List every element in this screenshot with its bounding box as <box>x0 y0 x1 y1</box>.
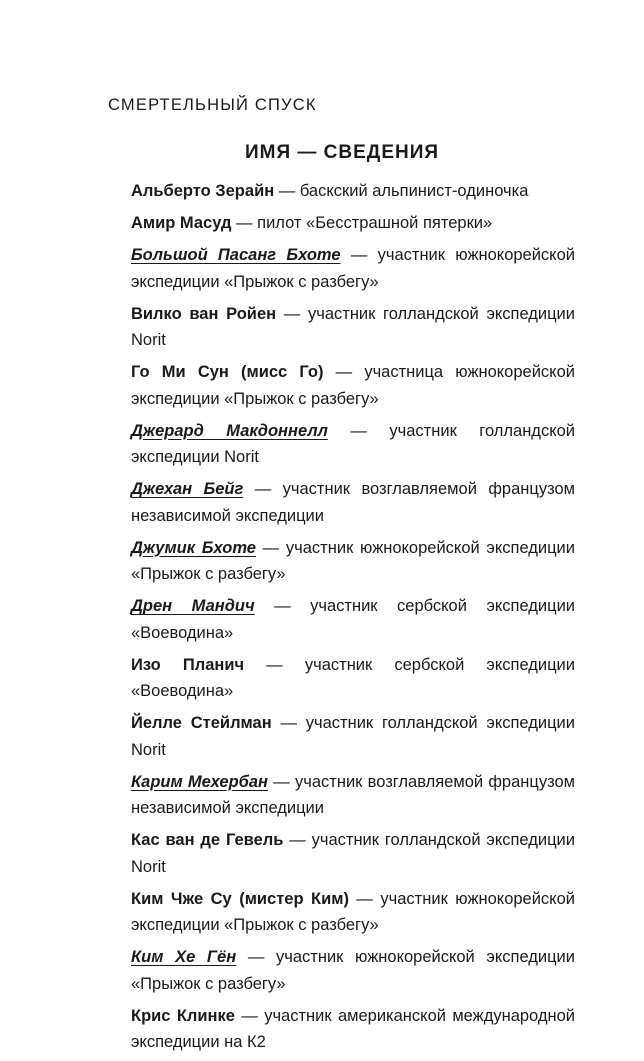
entry-description: — участник сербской экспедиции «Воеводина» <box>131 655 575 700</box>
entry-description: — участник голландской экспедиции Norit <box>131 421 575 466</box>
list-item <box>131 944 575 997</box>
list-item <box>131 535 575 588</box>
entry-name: Изо Планич <box>131 655 245 674</box>
list-item <box>131 1003 575 1056</box>
entry-description: — участник южнокорейской экспедиции «Прыжок с разбегу» <box>131 889 575 934</box>
entry-description: — участник возглавляемой французом независимой экспедиции <box>131 480 575 525</box>
list-item <box>131 418 575 471</box>
entry-name: Карим Мехербан <box>131 772 269 791</box>
entry-description: — баскский альпинист-одиночка <box>274 182 529 200</box>
entry-name: Кас ван де Гевель <box>131 831 284 849</box>
entry-name: Ким Чже Су (мистер Ким) <box>131 889 349 908</box>
list-item <box>131 652 575 705</box>
list-item <box>131 710 575 763</box>
entry-description: — участник южнокорейской экспедиции «Прыжок с разбегу» <box>131 948 575 993</box>
entry-name: Крис Клинке <box>131 1006 235 1025</box>
list-item <box>131 886 575 939</box>
entry-description: — участница южнокорейской экспедиции «Прыжок с разбегу» <box>131 363 575 408</box>
entry-description: — участник южнокорейской экспедиции «Прыжок с разбегу» <box>131 538 575 583</box>
entry-name: Йелле Стейлман <box>131 714 272 732</box>
list-item <box>131 827 575 880</box>
entry-description: — участник сербской экспедиции «Воеводина» <box>131 597 575 642</box>
entry-description: — участник голландской экспедиции Norit <box>131 831 575 876</box>
entry-name: Джехан Бейг <box>131 480 244 498</box>
list-item <box>131 593 575 646</box>
list-item <box>131 178 575 205</box>
entry-description: — участник американской международной экспедиции на К2 <box>131 1006 575 1051</box>
entry-name: Вилко ван Ройен <box>131 304 277 323</box>
entry-description: — участник голландской экспедиции Norit <box>131 304 575 349</box>
list-item <box>131 769 575 822</box>
entry-name: Дрен Мандич <box>131 597 255 615</box>
entry-name: Амир Масуд <box>131 214 232 232</box>
entry-name: Ким Хе Гён <box>131 948 237 966</box>
entry-name: Альберто Зерайн <box>131 182 275 200</box>
list-item <box>131 476 575 529</box>
list-item <box>131 301 575 354</box>
entry-name: Джерард Макдоннелл <box>131 421 328 440</box>
entry-description: — участник южнокорейской экспедиции «Прыжок с разбегу» <box>131 246 575 291</box>
entry-description: — участник возглавляемой французом независимой экспедиции <box>131 772 575 817</box>
section-title: ИМЯ — СВЕДЕНИЯ <box>244 142 440 163</box>
list-item <box>131 359 575 412</box>
entry-list <box>131 178 575 1061</box>
running-head: СМЕРТЕЛЬНЫЙ СПУСК <box>108 96 317 114</box>
entry-name: Джумик Бхоте <box>131 538 256 557</box>
entry-description: — пилот «Бесстрашной пятерки» <box>231 214 493 232</box>
list-item <box>131 242 575 295</box>
entry-name: Го Ми Сун (мисс Го) <box>131 363 324 381</box>
list-item <box>131 210 575 237</box>
entry-description: — участник голландской экспедиции Norit <box>131 714 575 759</box>
entry-name: Большой Пасанг Бхоте <box>131 246 341 264</box>
